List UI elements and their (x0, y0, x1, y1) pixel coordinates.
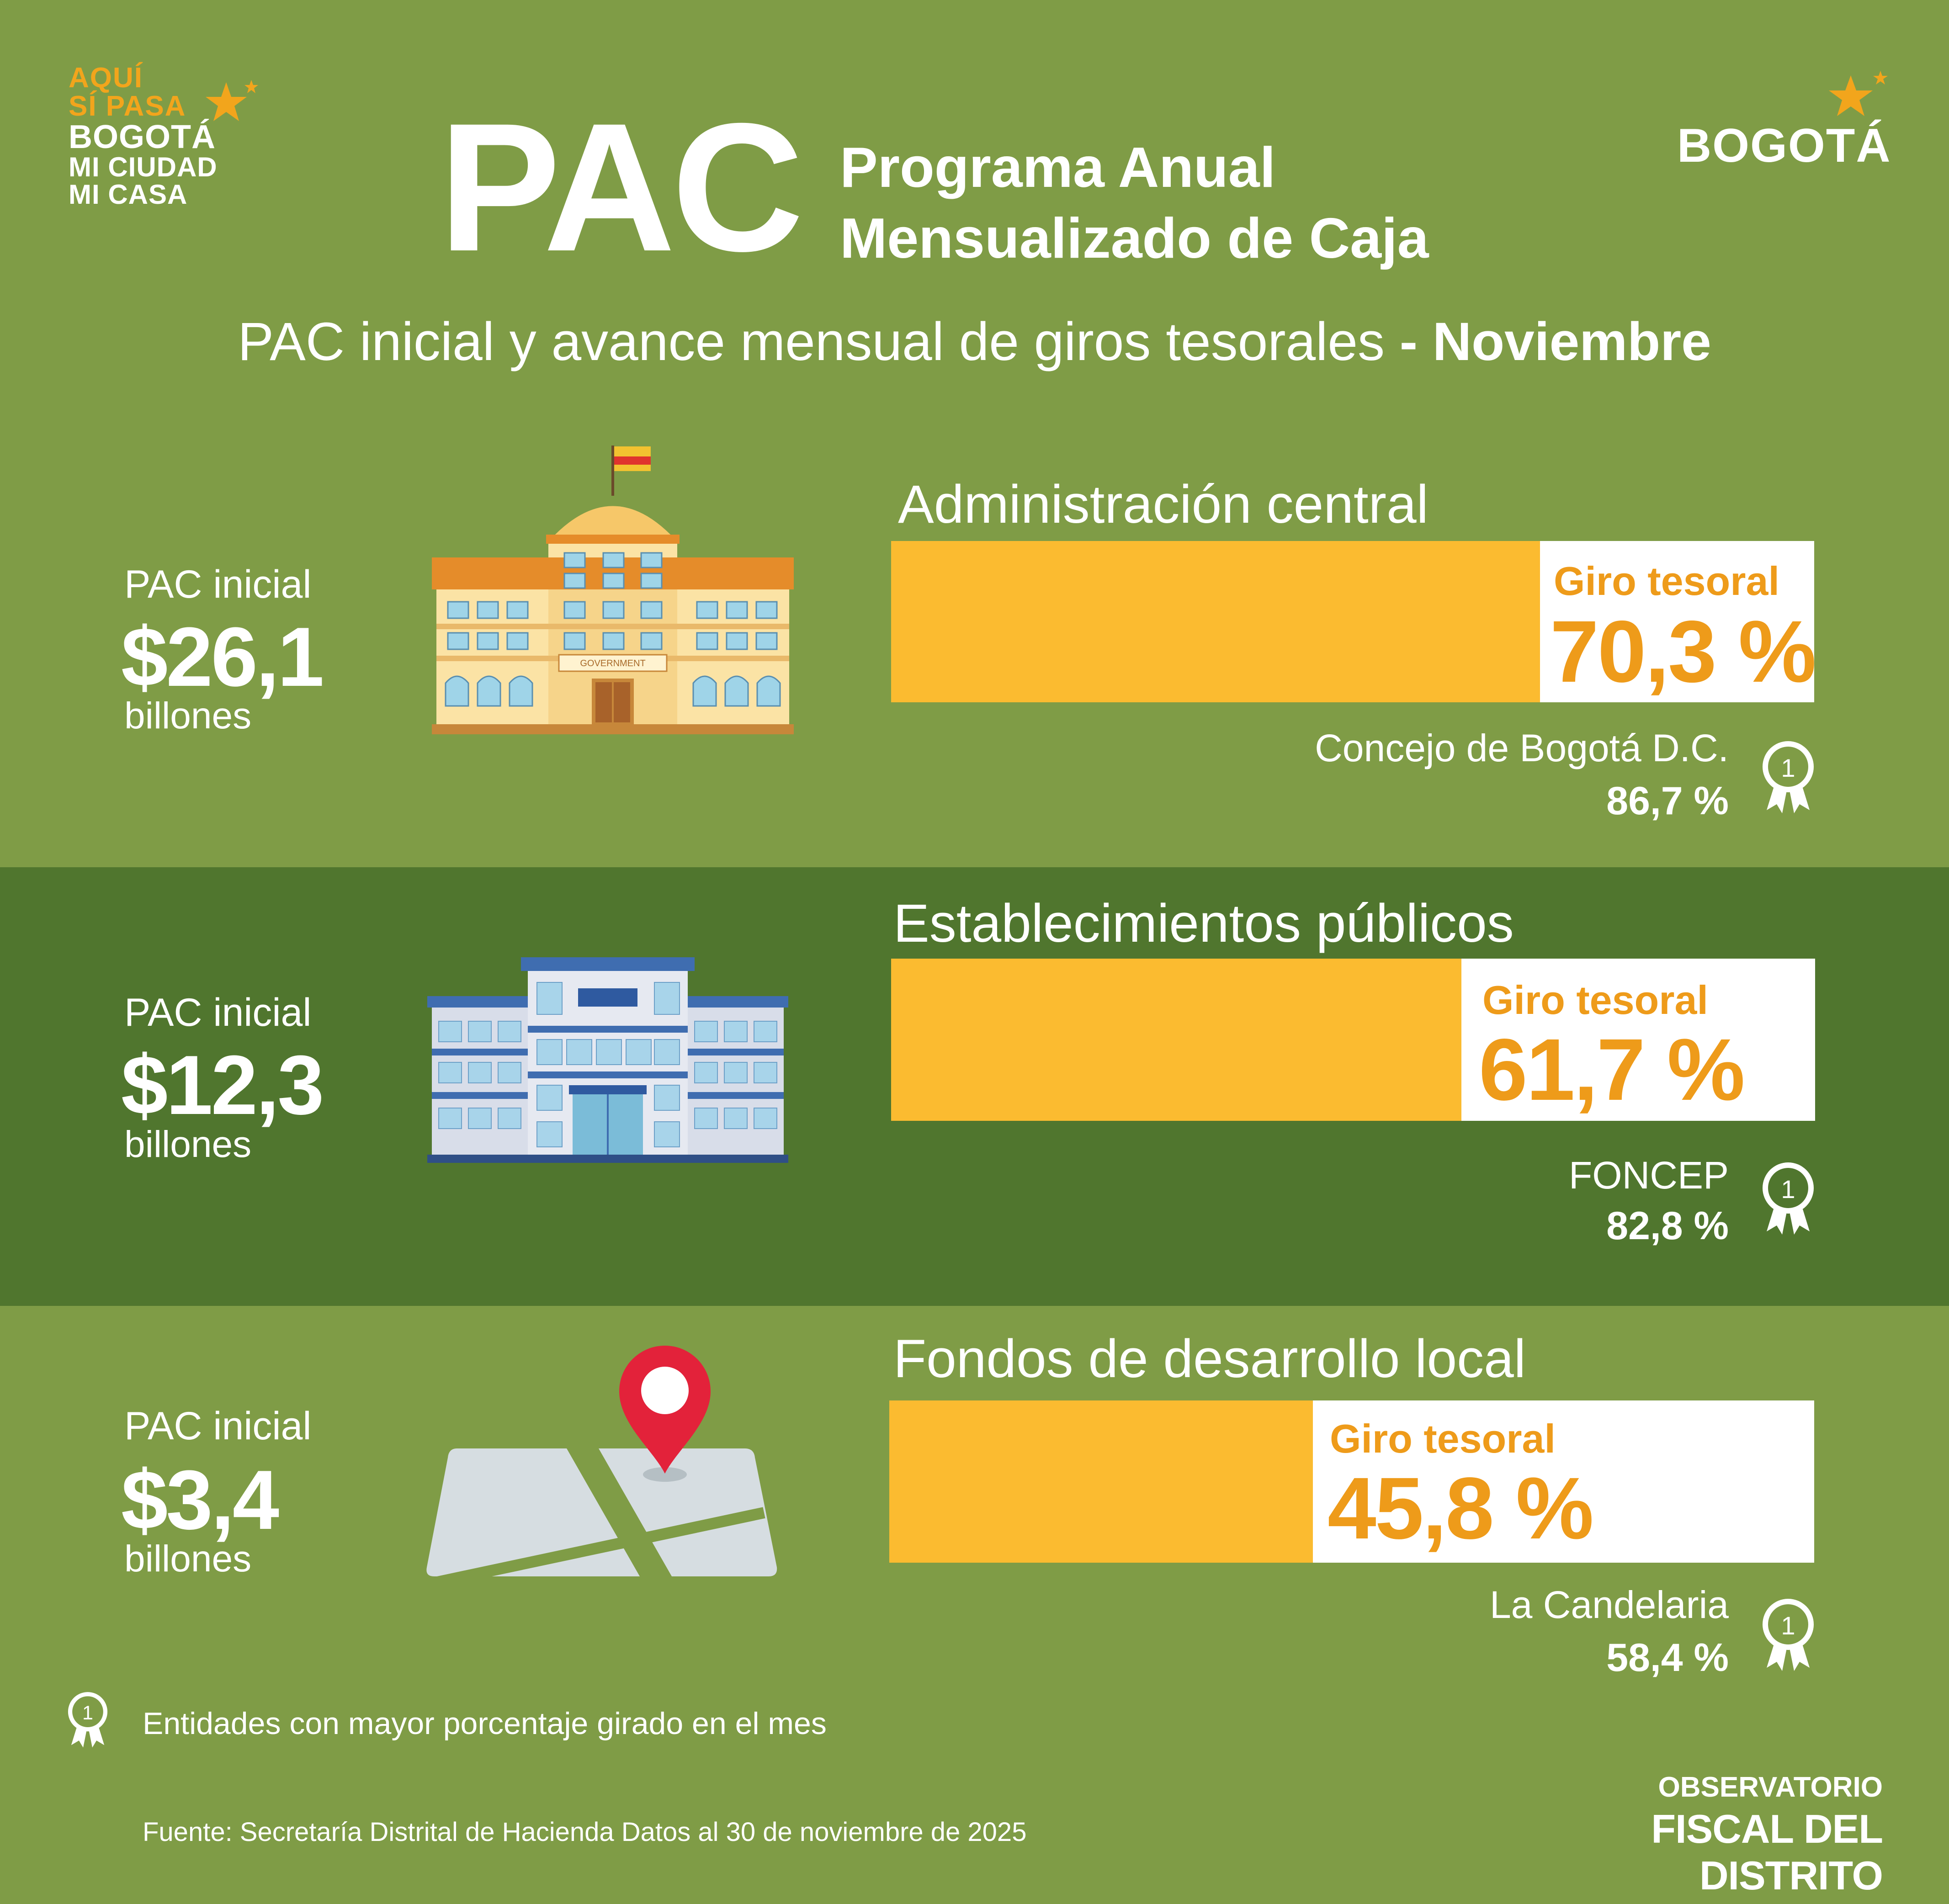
government-building-icon (432, 441, 797, 738)
top-entity-percentage: 82,8 % (1606, 1204, 1729, 1248)
medal-rank: 1 (1781, 1175, 1795, 1204)
medal-icon (1758, 739, 1818, 815)
pac-value: $3,4 (121, 1453, 278, 1547)
top-entity-percentage: 58,4 % (1606, 1636, 1729, 1680)
section-title: Fondos de desarrollo local (893, 1329, 1526, 1389)
subtitle-text: PAC inicial y avance mensual de giros tesorales (238, 312, 1385, 372)
section-title: Administración central (898, 474, 1429, 535)
title-expansion (840, 133, 1429, 274)
stars-icon (201, 78, 260, 128)
giro-percentage: 70,3 % (1550, 602, 1815, 700)
giro-bar-fill (889, 1400, 1313, 1563)
giro-bar-fill (891, 959, 1461, 1121)
title-line: Mensualizado de Caja (840, 207, 1429, 270)
giro-percentage: 61,7 % (1479, 1020, 1744, 1119)
giro-label: Giro tesoral (1554, 558, 1779, 604)
top-entity-name: La Candelaria (1489, 1583, 1729, 1626)
medal-icon (1758, 1161, 1818, 1236)
map-pin-icon (425, 1337, 781, 1583)
pac-units: billones (124, 1538, 252, 1580)
giro-label: Giro tesoral (1482, 977, 1708, 1023)
logo-text-line: AQUÍ (69, 62, 143, 94)
medal-icon (65, 1691, 111, 1749)
left-logo (69, 64, 218, 208)
logo-text-line: MI CIUDAD (69, 152, 218, 182)
source-note: Fuente: Secretaría Distrital de Hacienda Datos al 30 de noviembre de 2025 (143, 1817, 1027, 1847)
pac-value: $12,3 (121, 1038, 323, 1132)
logo-text-line: BOGOTÁ (69, 119, 216, 155)
observatory-logo-line1: OBSERVATORIO (1658, 1771, 1883, 1803)
medal-rank: 1 (82, 1702, 93, 1724)
top-entity-name: FONCEP (1568, 1154, 1729, 1197)
top-entity-name: Concejo de Bogotá D.C. (1315, 727, 1729, 769)
giro-percentage: 45,8 % (1328, 1459, 1593, 1557)
giro-bar-fill (891, 541, 1540, 702)
logo-text-line: SÍ PASA (69, 90, 186, 122)
medal-icon (1758, 1597, 1818, 1672)
pac-value: $26,1 (121, 610, 323, 704)
section-title: Establecimientos públicos (893, 893, 1514, 954)
office-building-icon (427, 957, 788, 1163)
pac-label: PAC inicial (124, 991, 312, 1034)
subtitle-month: Noviembre (1432, 312, 1711, 372)
top-entity-percentage: 86,7 % (1606, 779, 1729, 823)
subtitle (0, 311, 1949, 373)
pac-units: billones (124, 695, 252, 737)
page-title: PAC (439, 85, 800, 289)
title-line: Programa Anual (840, 136, 1276, 199)
observatory-logo-line2: FISCAL DEL DISTRITO (1651, 1806, 1883, 1898)
medal-rank: 1 (1781, 1611, 1795, 1640)
medal-rank: 1 (1781, 753, 1795, 782)
subtitle-separator: - (1385, 312, 1433, 372)
right-logo: BOGOTÁ (1677, 119, 1891, 172)
building-sign-text: GOVERNMENT (580, 658, 646, 668)
pac-label: PAC inicial (124, 1404, 312, 1448)
pac-units: billones (124, 1124, 252, 1165)
stars-icon (1823, 69, 1892, 123)
giro-label: Giro tesoral (1330, 1416, 1556, 1461)
pac-label: PAC inicial (124, 562, 312, 606)
legend-text: Entidades con mayor porcentaje girado en el mes (143, 1706, 827, 1741)
logo-text-line: MI CASA (69, 179, 188, 210)
